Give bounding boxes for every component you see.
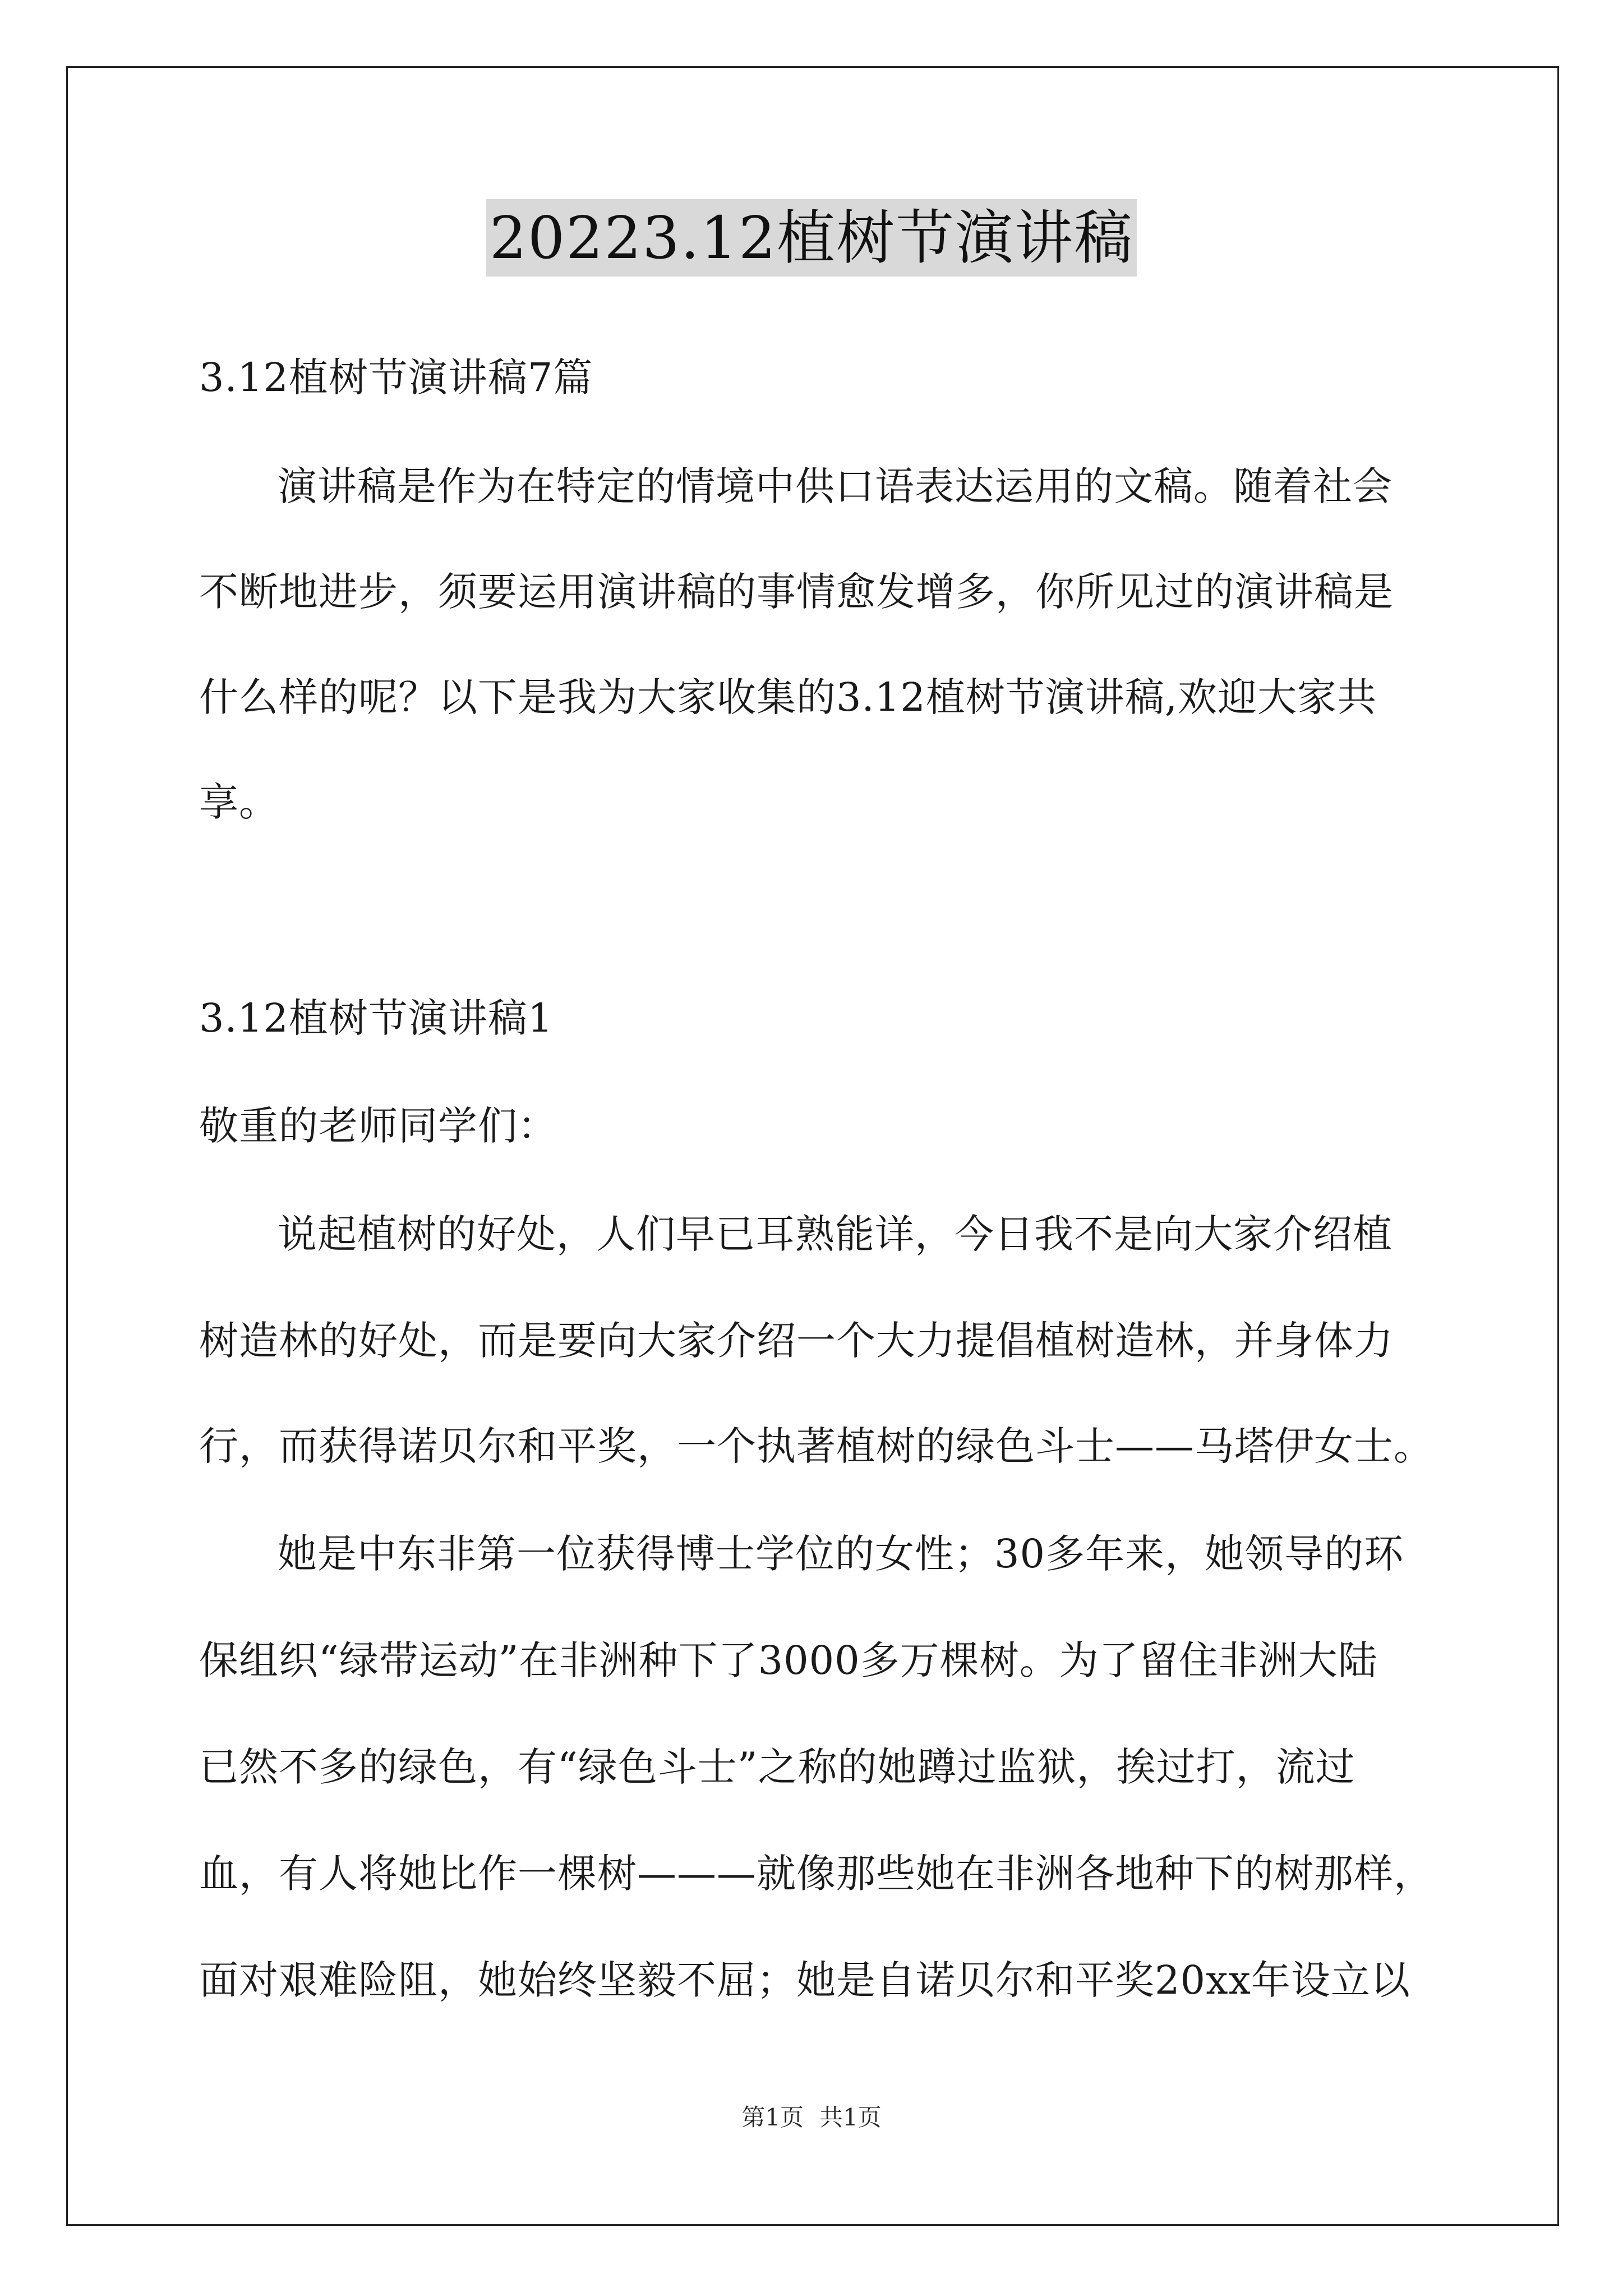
page-footer — [0, 2101, 1623, 2134]
paragraph-line: 保组织“绿带运动”在非洲种下了3000多万棵树。为了留住非洲大陆 — [199, 1637, 1378, 1683]
subtitle-line: 3.12植树节演讲稿7篇 — [199, 355, 593, 401]
paragraph-line: 树造林的好处，而是要向大家介绍一个大力提倡植树造林，并身体力 — [199, 1318, 1394, 1364]
paragraph-line: 说起植树的好处，人们早已耳熟能详，今日我不是向大家介绍植 — [278, 1211, 1393, 1257]
page-number-total: 共1页 — [819, 2104, 882, 2131]
paragraph-line: 血，有人将她比作一棵树———就像那些她在非洲各地种下的树那样， — [199, 1851, 1433, 1897]
section-heading: 3.12植树节演讲稿1 — [199, 995, 554, 1041]
paragraph-line: 享。 — [199, 779, 279, 825]
paragraph-line: 已然不多的绿色，有“绿色斗士”之称的她蹲过监狱，挨过打，流过 — [199, 1744, 1355, 1790]
paragraph-line: 不断地进步，须要运用演讲稿的事情愈发增多，你所见过的演讲稿是 — [199, 569, 1394, 615]
page-number-current: 第1页 — [741, 2104, 804, 2131]
paragraph-line: 演讲稿是作为在特定的情境中供口语表达运用的文稿。随着社会 — [278, 463, 1393, 509]
title-container — [0, 199, 1623, 277]
salutation-line: 敬重的老师同学们： — [199, 1103, 557, 1149]
document-title: 20223.12植树节演讲稿 — [486, 199, 1137, 277]
paragraph-line: 她是中东非第一位获得博士学位的女性；30多年来，她领导的环 — [278, 1531, 1404, 1577]
paragraph-line: 行，而获得诺贝尔和平奖，一个执著植树的绿色斗士——马塔伊女士。 — [199, 1423, 1433, 1469]
paragraph-line: 面对艰难险阻，她始终坚毅不屈；她是自诺贝尔和平奖20xx年设立以 — [199, 1957, 1411, 2003]
paragraph-line: 什么样的呢？以下是我为大家收集的3.12植树节演讲稿,欢迎大家共 — [199, 674, 1377, 720]
